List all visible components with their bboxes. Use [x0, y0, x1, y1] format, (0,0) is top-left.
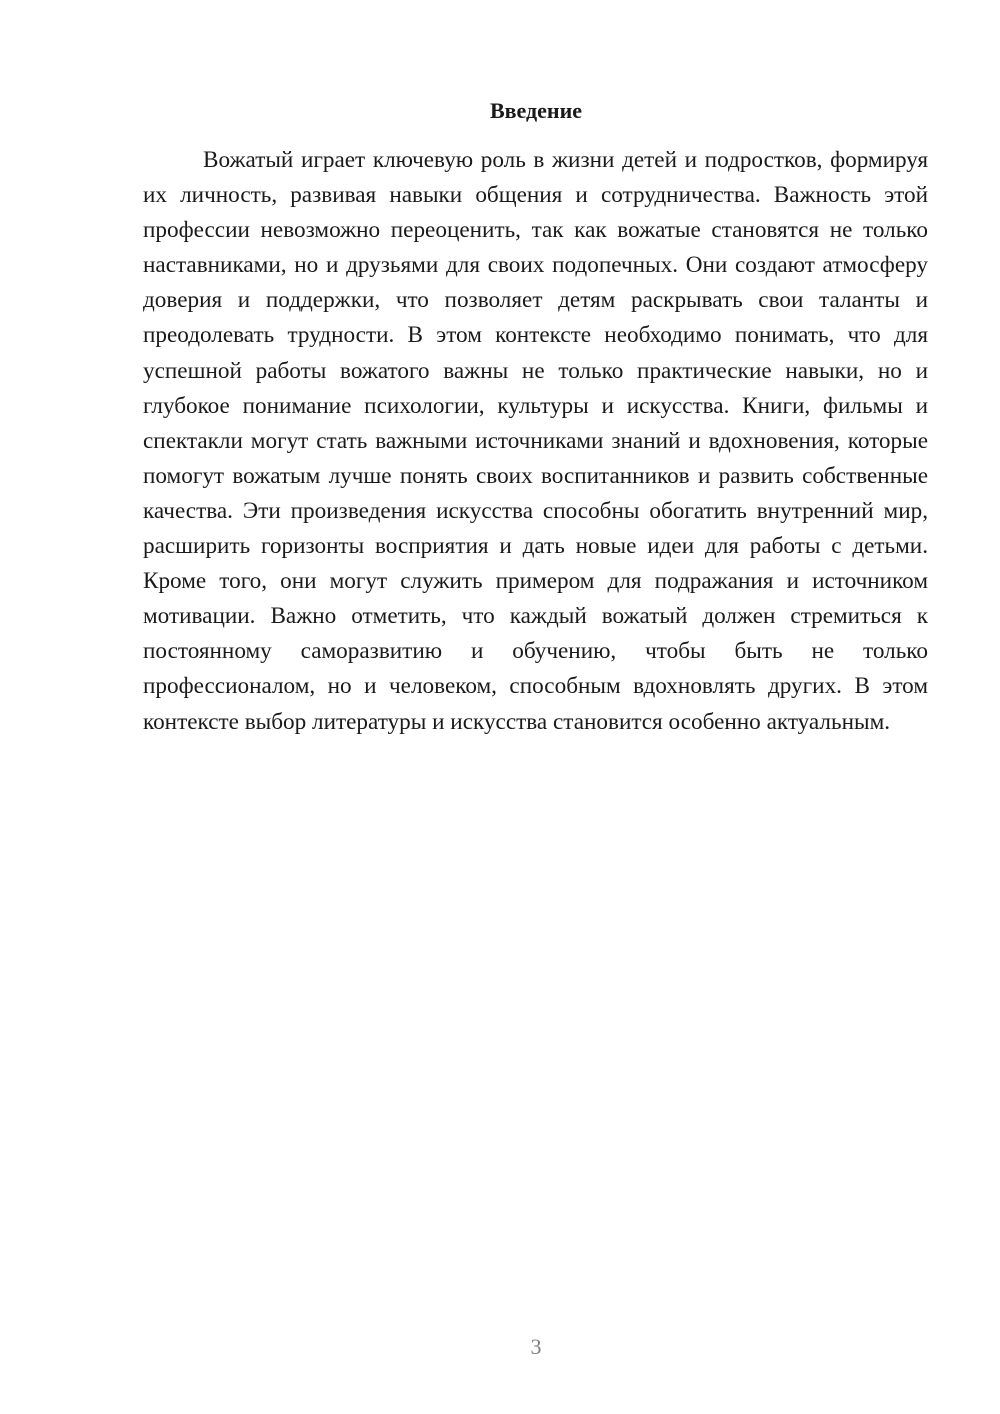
section-heading: Введение — [489, 98, 583, 123]
introduction-paragraph: Вожатый играет ключевую роль в жизни детей и подростков, формируя их личность, развивая навыки общения и сотрудничества. Важность этой профессии невозможно переоценить, так как вожатые становятся не только наставниками, но и друзьями для своих подопечных. Они создают атмосферу доверия и поддержки, что позволяет детям раскрывать свои таланты и преодолевать трудности. В этом контексте необходимо понимать, что для успешной работы вожатого важны не только практические навыки, но и глубокое понимание психологии, культуры и искусства. Книги, фильмы и спектакли могут стать важными источниками знаний и вдохновения, которые помогут вожатым лучше понять своих воспитанников и развить собственные качества. Эти произведения искусства способны обогатить внутренний мир, расширить горизонты восприятия и дать новые идеи для работы с детьми. Кроме того, они могут служить примером для подражания и источником мотивации. Важно отметить, что каждый вожатый должен стремиться к постоянному саморазвитию и обучению, чтобы быть не только профессионалом, но и человеком, способным вдохновлять других. В этом контексте выбор литературы и искусства становится особенно актуальным. — [143, 147, 928, 735]
page-number: 3 — [530, 1334, 542, 1359]
